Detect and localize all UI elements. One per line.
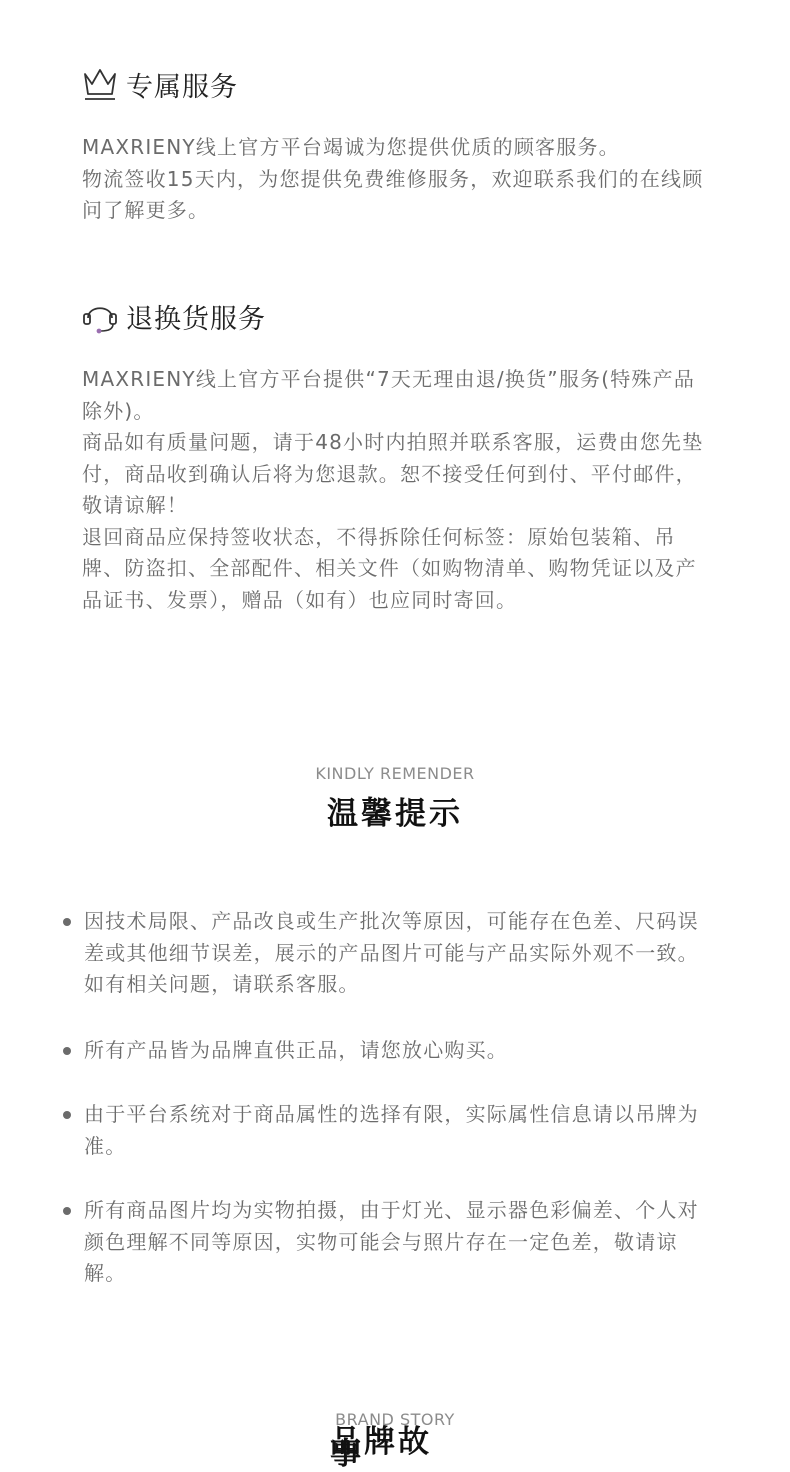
- returns-description: [82, 364, 712, 616]
- crown-icon: [80, 64, 120, 104]
- list-item: [60, 1195, 720, 1290]
- tip-text: 因技术局限、产品改良或生产批次等原因，可能存在色差、尺码误差或其他细节误差，展示的产品图片可能与产品实际外观不一致。如有相关问题，请联系客服。: [84, 909, 699, 996]
- service-line: 物流签收15天内，为您提供免费维修服务，欢迎联系我们的在线顾问了解更多。: [82, 166, 704, 222]
- headset-icon: [80, 296, 120, 336]
- tip-text: 所有商品图片均为实物拍摄，由于灯光、显示器色彩偏差、个人对颜色理解不同等原因，实物可能会与照片存在一定色差，敬请谅解。: [84, 1198, 699, 1285]
- service-heading: [80, 64, 238, 104]
- tip-text: 由于平台系统对于商品属性的选择有限，实际属性信息请以吊牌为准。: [84, 1102, 699, 1158]
- returns-line: 退回商品应保持签收状态，不得拆除任何标签：原始包装箱、吊牌、防盗扣、全部配件、相关文件（如购物清单、购物凭证以及产品证书、发票），赠品（如有）也应同时寄回。: [82, 524, 697, 612]
- reminder-title: 温馨提示: [327, 796, 463, 832]
- reminder-subtitle: KINDLY REMENDER: [315, 764, 475, 783]
- brand-title: 品牌故事: [330, 1424, 432, 1472]
- list-item: [60, 1099, 720, 1162]
- service-title: 专属服务: [126, 71, 238, 103]
- service-description: [82, 132, 712, 227]
- tip-text: 所有产品皆为品牌直供正品，请您放心购买。: [84, 1038, 508, 1062]
- returns-line: 商品如有质量问题，请于48小时内拍照并联系客服，运费由您先垫付，商品收到确认后将为您退款。恕不接受任何到付、平付邮件，敬请谅解！: [82, 430, 704, 517]
- returns-title: 退换货服务: [126, 303, 266, 335]
- bullet-icon: [63, 1111, 71, 1119]
- service-line: MAXRIENY线上官方平台竭诚为您提供优质的顾客服务。: [82, 135, 620, 159]
- bullet-icon: [63, 918, 71, 926]
- returns-heading: [80, 296, 266, 336]
- brand-subtitle: BRAND STORY: [335, 1410, 455, 1429]
- returns-line: MAXRIENY线上官方平台提供“7天无理由退/换货”服务(特殊产品除外)。: [82, 367, 696, 423]
- list-item: [60, 1035, 720, 1067]
- brand-title-clip: [0, 1424, 790, 1472]
- list-item: [60, 906, 720, 1001]
- bullet-icon: [63, 1047, 71, 1055]
- bullet-icon: [63, 1207, 71, 1215]
